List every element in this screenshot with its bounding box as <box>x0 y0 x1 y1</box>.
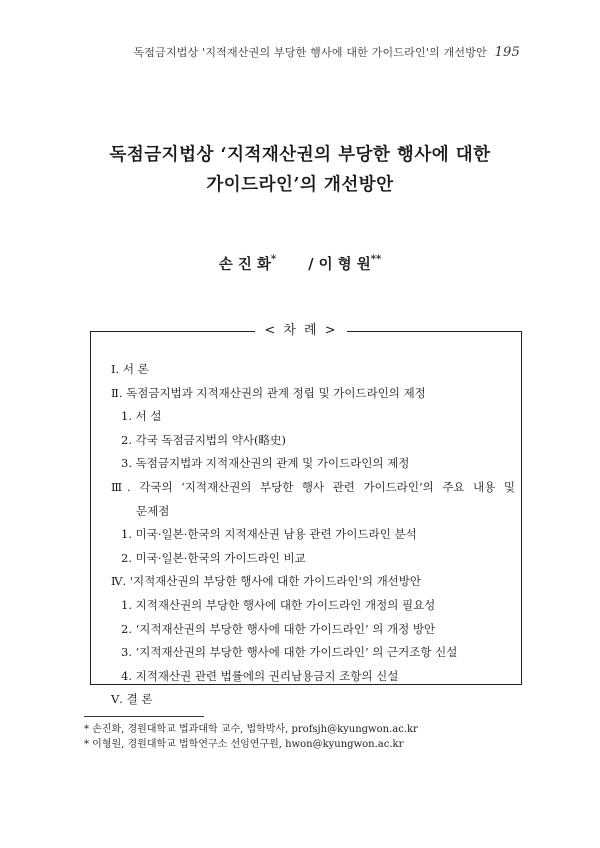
toc-item: Ⅰ. 서 론 <box>111 362 149 376</box>
toc-item: 1. 미국·일본·한국의 지적재산권 남용 관련 가이드라인 분석 <box>121 527 417 542</box>
toc-item: Ⅳ. '지적재산권의 부당한 행사에 대한 가이드라인'의 개선방안 <box>111 574 422 589</box>
authors <box>0 253 600 274</box>
running-title: 독점금지법상 '지적재산권의 부당한 행사에 대한 가이드라인'의 개선방안 <box>133 46 487 59</box>
toc-item: 1. 서 설 <box>121 409 162 424</box>
toc-item: Ⅱ. 독점금지법과 지적재산권의 관계 정립 및 가이드라인의 제정 <box>111 385 426 400</box>
footnote-divider <box>84 716 204 717</box>
toc-item: 문제점 <box>136 503 170 518</box>
author-2-footnote-mark: ** <box>370 254 382 265</box>
toc-list <box>111 358 515 712</box>
toc-item: Ⅴ. 결 론 <box>111 692 153 707</box>
footnote-2: * 이형원, 경원대학교 법학연구소 선임연구원, hwon@kyungwon.ac.kr <box>84 739 404 750</box>
toc-item: 4. 지적재산권 관련 법률에의 권리남용금지 조항의 신설 <box>121 668 399 683</box>
toc-item: Ⅲ. 각국의 ‘지적재산권의 부당한 행사 관련 가이드라인’의 주요 내용 및 <box>111 479 515 494</box>
author-separator: / <box>308 256 314 273</box>
footnotes <box>84 722 418 752</box>
paper-title <box>0 140 600 200</box>
toc-caption: < 차 례 > <box>255 322 347 340</box>
title-line-2: 가이드라인’의 개선방안 <box>206 175 394 195</box>
title-line-1: 독점금지법상 ‘지적재산권의 부당한 행사에 대한 <box>109 145 491 165</box>
toc-item: 1. 지적재산권의 부당한 행사에 대한 가이드라인 개정의 필요성 <box>121 597 436 612</box>
toc-item: 3. 독점금지법과 지적재산권의 관계 및 가이드라인의 제정 <box>121 456 410 471</box>
footnote-1: * 손진화, 경원대학교 법과대학 교수, 법학박사, profsjh@kyungwon.ac.kr <box>84 724 418 735</box>
author-2: 이 형 원 <box>318 256 371 273</box>
toc-item: 2. 각국 독점금지법의 약사(略史) <box>121 432 287 447</box>
author-1: 손 진 화 <box>218 256 271 273</box>
running-header <box>133 44 520 60</box>
author-1-footnote-mark: * <box>270 254 277 265</box>
toc-item: 3. ‘지적재산권의 부당한 행사에 대한 가이드라인’ 의 근거조항 신설 <box>121 645 458 660</box>
page-number: 195 <box>494 45 520 60</box>
toc-item: 2. ‘지적재산권의 부당한 행사에 대한 가이드라인’ 의 개정 방안 <box>121 621 436 636</box>
toc-item: 2. 미국·일본·한국의 가이드라인 비교 <box>121 550 306 565</box>
